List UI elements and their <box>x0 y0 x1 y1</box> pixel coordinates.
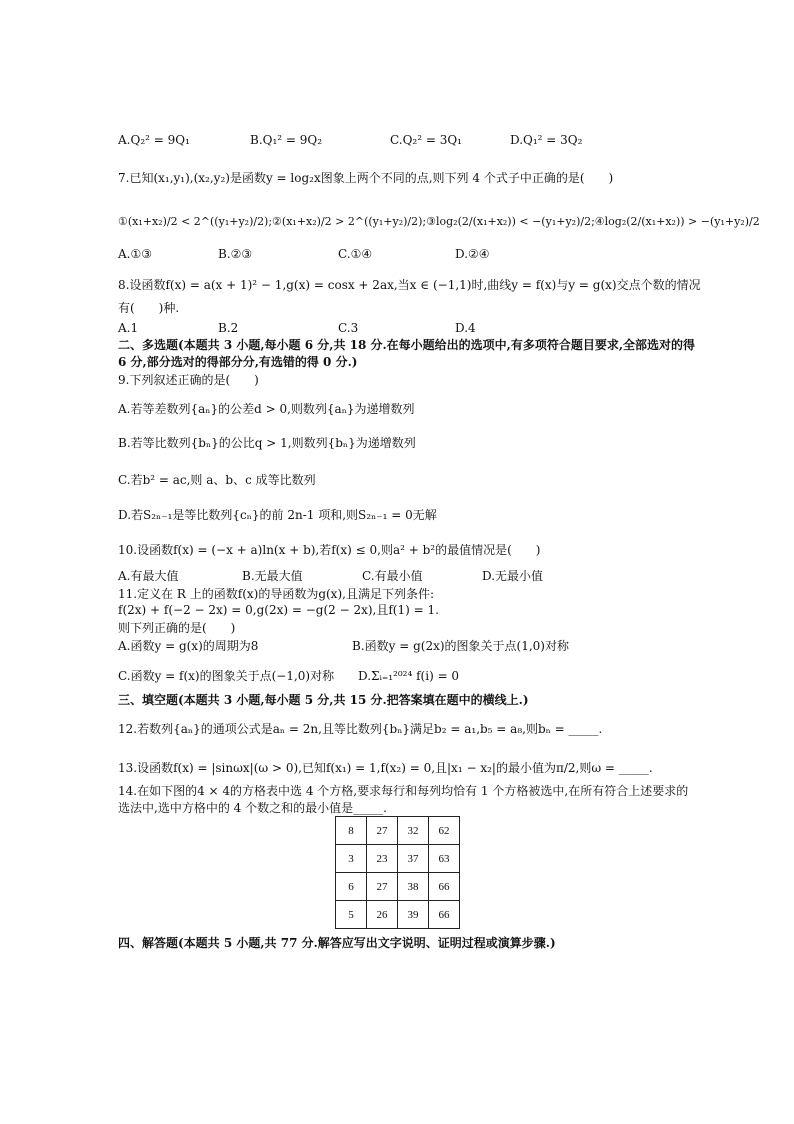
q7-option-c: C.①④ <box>338 247 373 261</box>
grid-cell: 27 <box>367 817 398 845</box>
grid-cell: 39 <box>398 901 429 929</box>
grid-cell: 27 <box>367 873 398 901</box>
grid-cell: 6 <box>336 873 367 901</box>
section3-heading: 三、填空题(本题共 3 小题,每小题 5 分,共 15 分.把答案填在题中的横线上.) <box>118 693 529 707</box>
q11-option-a: A.函数y = g(x)的周期为8 <box>118 639 259 653</box>
grid-row <box>336 817 460 845</box>
grid-cell: 3 <box>336 845 367 873</box>
q14-stem-line1: 14.在如下图的4 × 4的方格表中选 4 个方格,要求每行和每列均恰有 1 个方格被选中,在所有符合上述要求的 <box>118 784 689 798</box>
q8-stem-line1: 8.设函数f(x) = a(x + 1)² − 1,g(x) = cosx + 2ax,当x ∈ (−1,1)时,曲线y = f(x)与y = g(x)交点个数的情况 <box>118 278 701 292</box>
q7-formulas: ①(x₁+x₂)/2 < 2^((y₁+y₂)/2);②(x₁+x₂)/2 > 2^((y₁+y₂)/2);③log₂(2/(x₁+x₂)) < −(y₁+y₂)/2;④log₂(2/(x₁+x₂)) > −(y₁+y₂)/2 <box>118 215 760 228</box>
grid-cell: 66 <box>429 873 460 901</box>
q11-option-d: D.Σᵢ₌₁²⁰²⁴ f(i) = 0 <box>358 669 460 683</box>
q14-number-grid <box>335 816 460 929</box>
section2-heading-line1: 二、多选题(本题共 3 小题,每小题 6 分,共 18 分.在每小题给出的选项中,有多项符合题目要求,全部选对的得 <box>118 338 696 352</box>
q11-stem-line2: f(2x) + f(−2 − 2x) = 0,g(2x) = −g(2 − 2x),且f(1) = 1. <box>118 603 439 617</box>
q10-option-a: A.有最大值 <box>118 569 179 583</box>
q12-stem: 12.若数列{aₙ}的通项公式是aₙ = 2n,且等比数列{bₙ}满足b₂ = a₁,b₅ = a₈,则bₙ = _____. <box>118 722 603 736</box>
q8-option-a: A.1 <box>118 321 139 335</box>
q9-stem: 9.下列叙述正确的是( ) <box>118 373 259 387</box>
q6-option-b: B.Q₁² = 9Q₂ <box>250 133 323 147</box>
q9-option-c: C.若b² = ac,则 a、b、c 成等比数列 <box>118 473 316 487</box>
q10-option-b: B.无最大值 <box>242 569 303 583</box>
grid-cell: 37 <box>398 845 429 873</box>
grid-cell: 5 <box>336 901 367 929</box>
q10-stem: 10.设函数f(x) = (−x + a)ln(x + b),若f(x) ≤ 0,则a² + b²的最值情况是( ) <box>118 543 541 557</box>
q11-option-b: B.函数y = g(2x)的图象关于点(1,0)对称 <box>352 639 569 653</box>
grid-row <box>336 901 460 929</box>
q7-option-d: D.②④ <box>455 247 490 261</box>
q6-option-c: C.Q₂² = 3Q₁ <box>390 133 462 147</box>
grid-cell: 38 <box>398 873 429 901</box>
q7-option-a: A.①③ <box>118 247 152 261</box>
q13-stem: 13.设函数f(x) = |sinωx|(ω > 0),已知f(x₁) = 1,f(x₂) = 0,且|x₁ − x₂|的最小值为π/2,则ω = _____. <box>118 761 653 775</box>
q8-option-c: C.3 <box>338 321 359 335</box>
grid-row <box>336 845 460 873</box>
q7-stem: 7.已知(x₁,y₁),(x₂,y₂)是函数y = log₂x图象上两个不同的点,则下列 4 个式子中正确的是( ) <box>118 171 614 185</box>
q7-option-b: B.②③ <box>218 247 253 261</box>
q10-option-c: C.有最小值 <box>362 569 423 583</box>
section4-heading: 四、解答题(本题共 5 小题,共 77 分.解答应写出文字说明、证明过程或演算步骤.) <box>118 936 556 950</box>
q8-option-d: D.4 <box>455 321 476 335</box>
grid-row <box>336 873 460 901</box>
q8-option-b: B.2 <box>218 321 239 335</box>
q6-option-a: A.Q₂² = 9Q₁ <box>118 133 190 147</box>
q10-option-d: D.无最小值 <box>482 569 544 583</box>
grid-cell: 66 <box>429 901 460 929</box>
q9-option-a: A.若等差数列{aₙ}的公差d > 0,则数列{aₙ}为递增数列 <box>118 402 415 416</box>
q9-option-b: B.若等比数列{bₙ}的公比q > 1,则数列{bₙ}为递增数列 <box>118 436 416 450</box>
section2-heading-line2: 6 分,部分选对的得部分分,有选错的得 0 分.) <box>118 355 358 369</box>
grid-cell: 26 <box>367 901 398 929</box>
q11-stem-line1: 11.定义在 R 上的函数f(x)的导函数为g(x),且满足下列条件: <box>118 587 434 601</box>
grid-cell: 62 <box>429 817 460 845</box>
grid-cell: 8 <box>336 817 367 845</box>
q11-stem-line3: 则下列正确的是( ) <box>118 621 236 635</box>
q14-stem-line2: 选法中,选中方格中的 4 个数之和的最小值是_____. <box>118 801 387 815</box>
grid-cell: 23 <box>367 845 398 873</box>
grid-cell: 63 <box>429 845 460 873</box>
q6-option-d: D.Q₁² = 3Q₂ <box>510 133 583 147</box>
q8-stem-line2: 有( )种. <box>118 301 180 315</box>
q11-option-c: C.函数y = f(x)的图象关于点(−1,0)对称 <box>118 669 335 683</box>
grid-cell: 32 <box>398 817 429 845</box>
q9-option-d: D.若S₂ₙ₋₁是等比数列{cₙ}的前 2n-1 项和,则S₂ₙ₋₁ = 0无解 <box>118 508 437 522</box>
